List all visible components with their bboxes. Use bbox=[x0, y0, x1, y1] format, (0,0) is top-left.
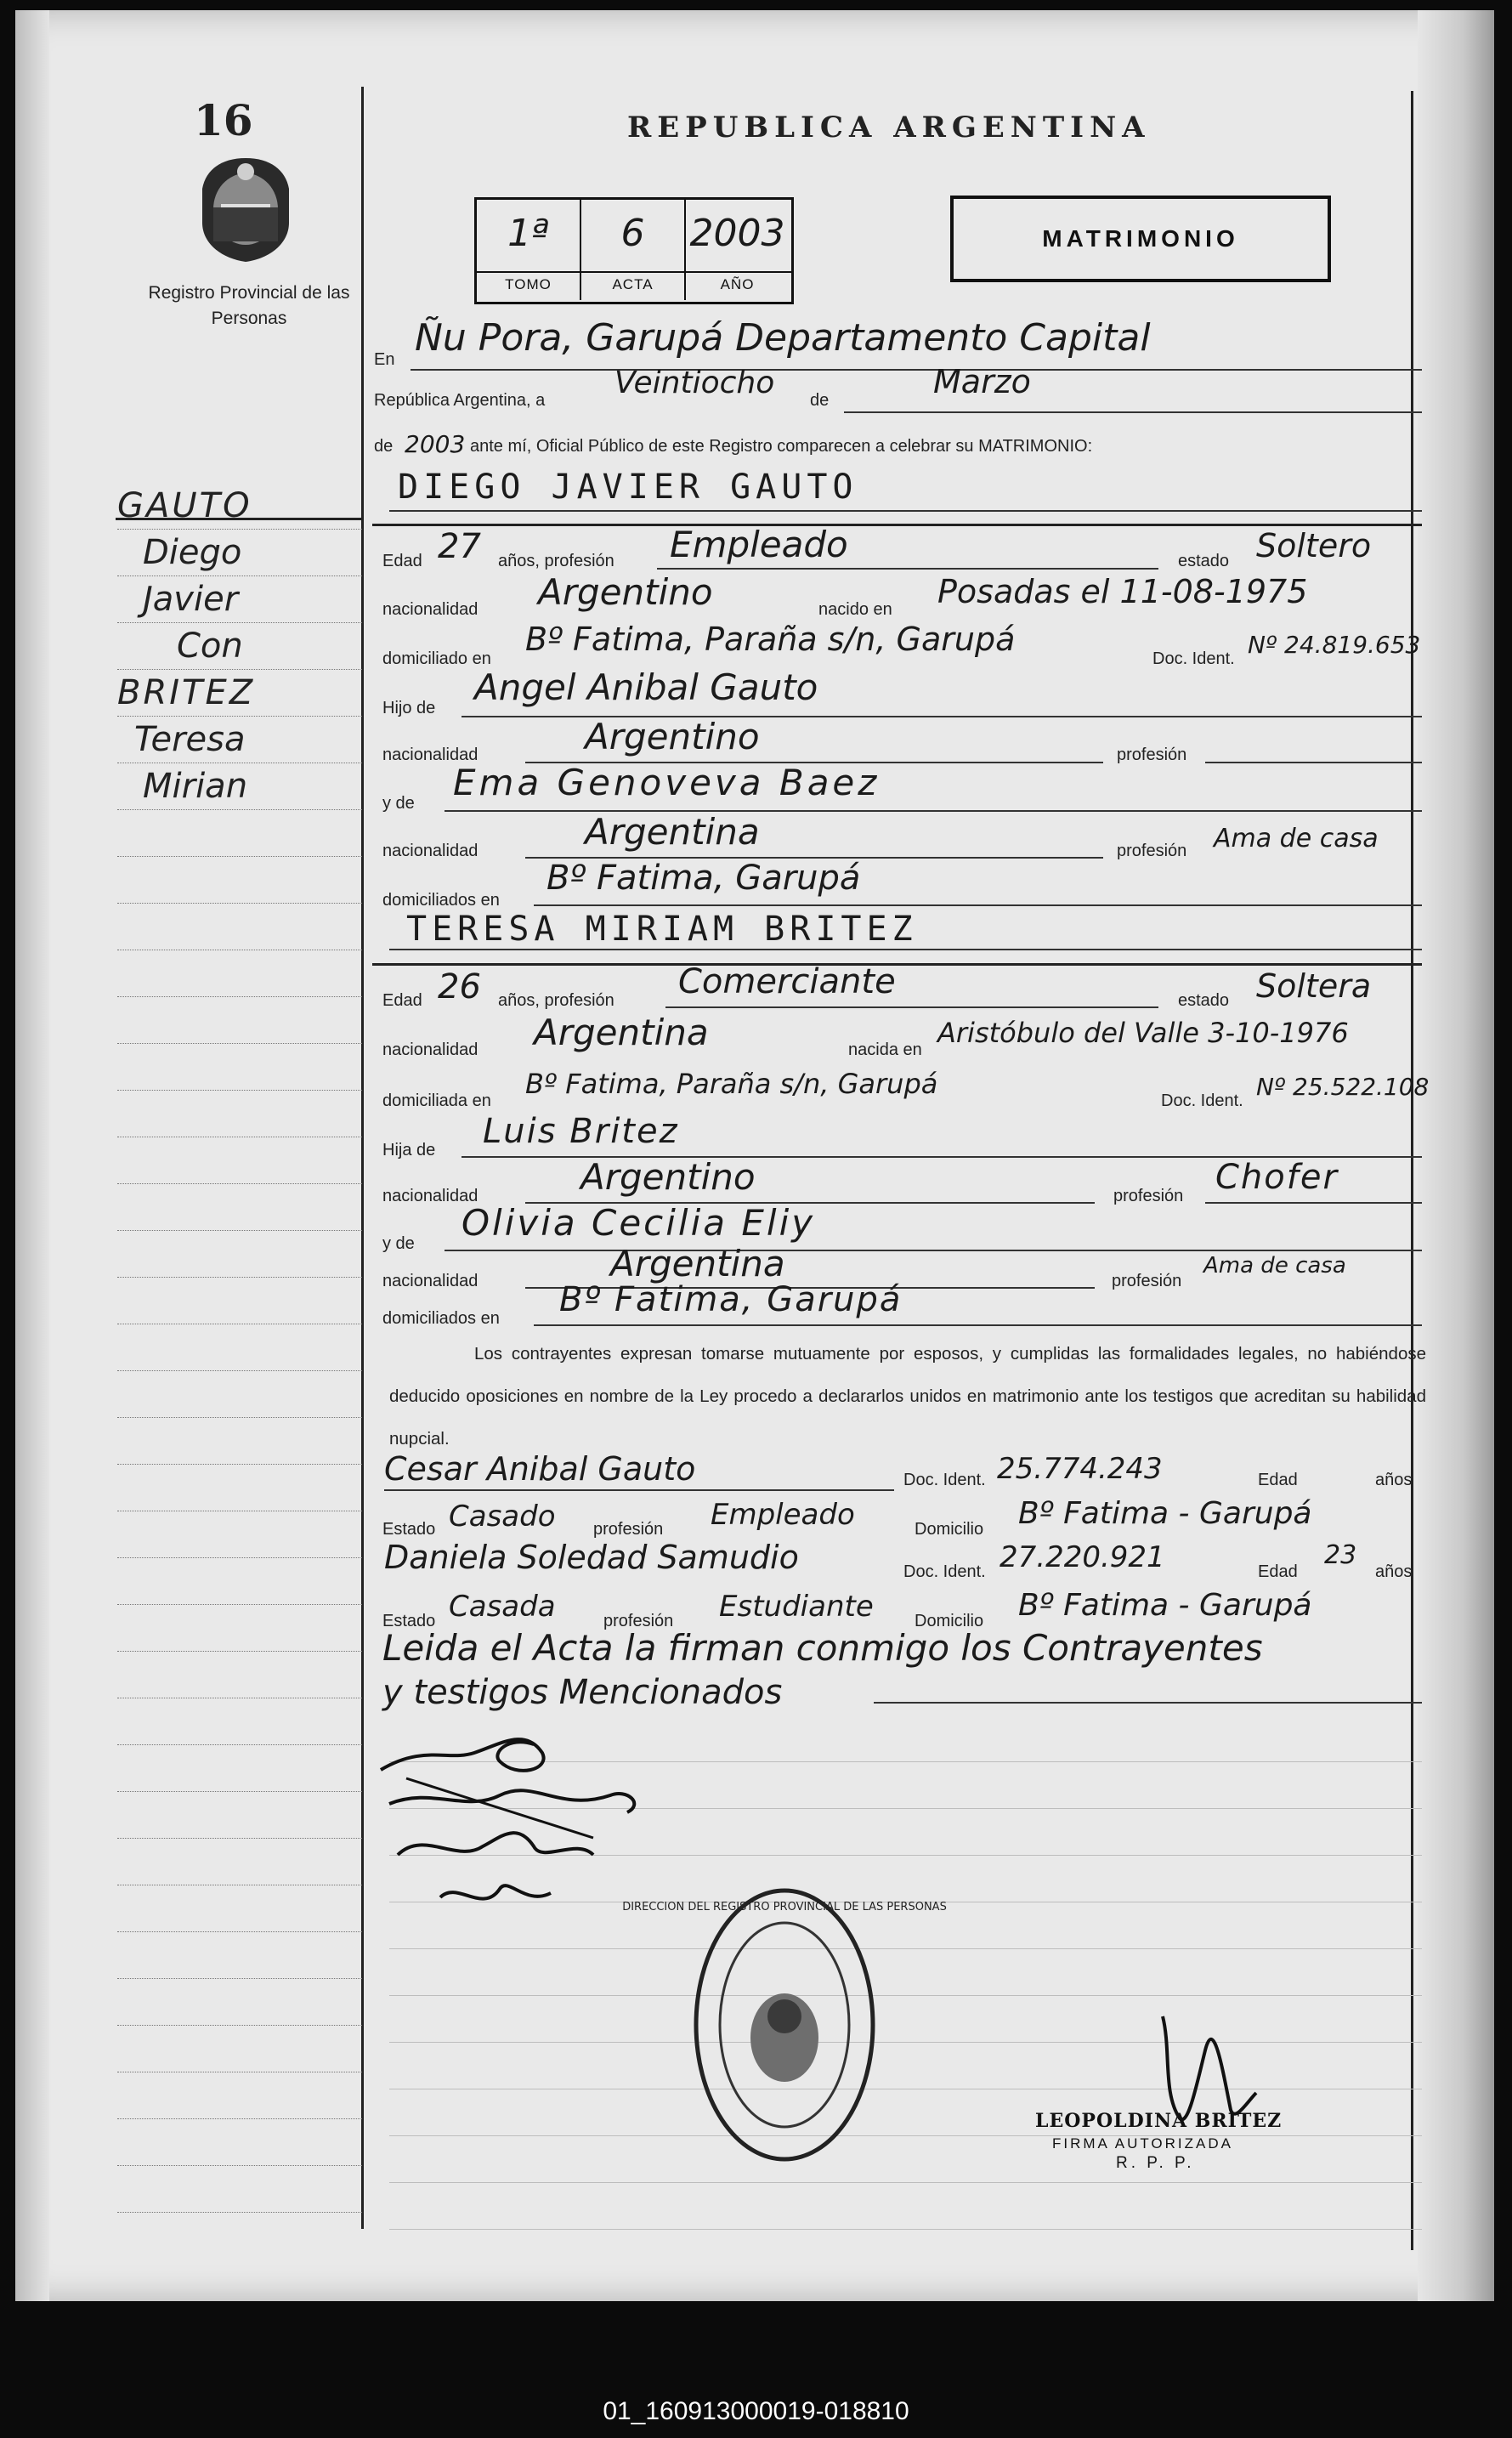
bride-doc: Nº 25.522.108 bbox=[1256, 1073, 1430, 1101]
witness1-estado: Casado bbox=[449, 1500, 556, 1534]
ruled-line bbox=[389, 2042, 1422, 2043]
register-box bbox=[474, 197, 794, 304]
signatures bbox=[372, 1727, 653, 1931]
ruled-line bbox=[389, 1995, 1422, 1996]
bride-father-nat: Argentino bbox=[580, 1156, 756, 1198]
official-signature bbox=[1137, 1999, 1265, 2127]
label: Edad bbox=[382, 552, 422, 570]
witness1-profession: Empleado bbox=[711, 1498, 855, 1532]
underline bbox=[389, 510, 1422, 512]
margin-row bbox=[117, 1651, 362, 1652]
registry-name: Registro Provincial de las Personas bbox=[148, 283, 350, 328]
underline bbox=[844, 411, 1422, 413]
witness2-doc: 27.220.921 bbox=[1000, 1540, 1165, 1574]
margin-row bbox=[117, 1277, 362, 1278]
groom-age: 27 bbox=[438, 527, 481, 566]
underline bbox=[1205, 762, 1422, 763]
page-number: 16 bbox=[194, 95, 253, 145]
bride-mother-prof: Ama de casa bbox=[1203, 1253, 1346, 1279]
label: Doc. Ident. bbox=[1161, 1091, 1243, 1110]
book-spine bbox=[15, 10, 49, 2301]
underline bbox=[534, 1324, 1422, 1326]
ano-value: 2003 bbox=[689, 212, 785, 255]
margin-row bbox=[117, 1604, 362, 1605]
label: domiciliados en bbox=[382, 891, 500, 910]
label: nacionalidad bbox=[382, 1040, 479, 1059]
witness2-name: Daniela Soledad Samudio bbox=[384, 1539, 799, 1576]
groom-nationality: Argentino bbox=[538, 571, 713, 613]
official-title: FIRMA AUTORIZADA bbox=[1052, 2135, 1233, 2152]
tomo-cell bbox=[477, 200, 581, 269]
margin-row bbox=[117, 1978, 362, 1979]
label: de bbox=[374, 437, 394, 456]
place-value: Ñu Pora, Garupá Departamento Capital bbox=[415, 316, 1151, 360]
closing-line-2: y testigos Mencionados bbox=[382, 1673, 783, 1712]
margin-row bbox=[117, 2212, 362, 2213]
witness2-domicile: Bº Fatima - Garupá bbox=[1018, 1588, 1312, 1623]
acta-label: ACTA bbox=[612, 276, 654, 292]
right-border bbox=[1411, 91, 1413, 2250]
label: Doc. Ident. bbox=[1152, 649, 1235, 668]
label: profesión bbox=[1117, 842, 1187, 860]
label: Hijo de bbox=[382, 699, 436, 717]
groom-domicile: Bº Fatima, Paraña s/n, Garupá bbox=[525, 621, 1016, 658]
label: nacido en bbox=[818, 600, 892, 619]
bride-domicile: Bº Fatima, Paraña s/n, Garupá bbox=[525, 1068, 938, 1100]
bride-mother-nat: Argentina bbox=[610, 1243, 785, 1284]
official-block bbox=[1035, 2110, 1282, 2173]
record-type: MATRIMONIO bbox=[950, 196, 1331, 282]
ano-label: AÑO bbox=[720, 276, 755, 292]
label: nacionalidad bbox=[382, 600, 479, 619]
margin-row bbox=[117, 622, 362, 623]
margin-row bbox=[117, 856, 362, 857]
tomo-label: TOMO bbox=[505, 276, 552, 292]
official-abbr: R. P. P. bbox=[1116, 2154, 1195, 2172]
underline bbox=[384, 1489, 894, 1491]
label: Estado bbox=[382, 1612, 436, 1630]
groom-father: Angel Anibal Gauto bbox=[474, 666, 818, 708]
margin-row bbox=[117, 1183, 362, 1184]
underline bbox=[534, 904, 1422, 906]
label: años, profesión bbox=[498, 552, 614, 570]
underline bbox=[1205, 1202, 1422, 1204]
label: años bbox=[1375, 1471, 1413, 1489]
official-stamp bbox=[622, 1885, 947, 2165]
acta-cell bbox=[581, 200, 686, 269]
bride-nationality: Argentina bbox=[534, 1012, 709, 1053]
groom-profession: Empleado bbox=[670, 524, 848, 565]
label: nacida en bbox=[848, 1040, 922, 1059]
margin-row bbox=[117, 2025, 362, 2026]
label: En bbox=[374, 350, 395, 369]
label: Edad bbox=[382, 991, 422, 1010]
margin-row bbox=[117, 1791, 362, 1792]
margin-row bbox=[117, 716, 362, 717]
underline bbox=[411, 369, 1422, 371]
margin-row bbox=[117, 996, 362, 997]
groom-father-nat: Argentino bbox=[585, 716, 760, 757]
label: domiciliada en bbox=[382, 1091, 491, 1110]
margin-row bbox=[117, 2118, 362, 2119]
label: y de bbox=[382, 794, 415, 813]
ruled-line bbox=[389, 2182, 1422, 2183]
margin-row bbox=[117, 1838, 362, 1839]
label: Doc. Ident. bbox=[903, 1471, 986, 1489]
label: Doc. Ident. bbox=[903, 1562, 986, 1581]
label: nacionalidad bbox=[382, 1272, 479, 1290]
margin-surname-groom: GAUTO bbox=[117, 486, 252, 525]
bride-age: 26 bbox=[438, 967, 481, 1006]
bride-father-prof: Chofer bbox=[1215, 1158, 1339, 1197]
coat-of-arms-icon bbox=[195, 155, 296, 264]
underline bbox=[389, 949, 1422, 950]
margin-row bbox=[117, 1557, 362, 1558]
margin-name: Javier bbox=[143, 580, 239, 619]
margin-row bbox=[117, 1931, 362, 1932]
underline bbox=[657, 568, 1158, 570]
groom-estado: Soltero bbox=[1256, 527, 1372, 564]
margin-row bbox=[117, 1090, 362, 1091]
label: nacionalidad bbox=[382, 842, 479, 860]
label: y de bbox=[382, 1234, 415, 1253]
ruled-line bbox=[389, 2229, 1422, 2230]
margin-divider bbox=[361, 87, 364, 2229]
margin-name: Con bbox=[177, 627, 243, 666]
margin-row bbox=[117, 1043, 362, 1044]
label: estado bbox=[1178, 991, 1230, 1010]
bride-estado: Soltera bbox=[1256, 967, 1372, 1005]
witness2-profession: Estudiante bbox=[719, 1590, 874, 1624]
groom-mother: Ema Genoveva Baez bbox=[453, 762, 881, 803]
witness1-name: Cesar Anibal Gauto bbox=[384, 1450, 696, 1488]
groom-mother-prof: Ama de casa bbox=[1214, 824, 1379, 853]
label: estado bbox=[1178, 552, 1230, 570]
register-page bbox=[15, 10, 1494, 2301]
margin-row bbox=[117, 529, 362, 530]
month-value: Marzo bbox=[933, 363, 1031, 400]
label: Estado bbox=[382, 1520, 436, 1539]
acta-value: 6 bbox=[620, 212, 645, 255]
groom-name: DIEGO JAVIER GAUTO bbox=[398, 468, 858, 507]
groom-mother-nat: Argentina bbox=[585, 811, 760, 853]
bride-father: Luis Britez bbox=[483, 1112, 679, 1151]
label: nacionalidad bbox=[382, 746, 479, 764]
margin-name: Diego bbox=[143, 533, 242, 572]
margin-row bbox=[117, 1230, 362, 1231]
page-edge bbox=[1418, 10, 1494, 2301]
underline bbox=[665, 1006, 1158, 1008]
margin-row bbox=[117, 575, 362, 576]
stamp-text: DIRECCION DEL REGISTRO PROVINCIAL DE LAS PERSONAS bbox=[622, 1901, 947, 1914]
witness2-estado: Casada bbox=[449, 1590, 556, 1624]
label: años bbox=[1375, 1562, 1413, 1581]
margin-name: Teresa bbox=[134, 720, 246, 759]
label: República Argentina, a bbox=[374, 391, 546, 410]
bride-name: TERESA MIRIAM BRITEZ bbox=[406, 910, 918, 949]
label: domiciliado en bbox=[382, 649, 491, 668]
groom-birth: Posadas el 11-08-1975 bbox=[937, 573, 1308, 610]
label: nacionalidad bbox=[382, 1187, 479, 1205]
witness1-doc: 25.774.243 bbox=[997, 1452, 1163, 1486]
margin-name: Mirian bbox=[143, 767, 248, 806]
register-headers bbox=[477, 271, 791, 302]
bride-parents-dom: Bº Fatima, Garupá bbox=[559, 1280, 903, 1319]
margin-row bbox=[117, 1370, 362, 1371]
intro-statement: ante mí, Oficial Público de este Registro comparecen a celebrar su MATRIMONIO: bbox=[470, 437, 1093, 456]
country-title: REPUBLICA ARGENTINA bbox=[627, 111, 1151, 145]
margin-row bbox=[117, 903, 362, 904]
closing-line-1: Leida el Acta la firman conmigo los Contrayentes bbox=[382, 1627, 1263, 1669]
label: profesión bbox=[593, 1520, 664, 1539]
margin-row bbox=[117, 669, 362, 670]
label: de bbox=[810, 391, 830, 410]
section-rule bbox=[372, 963, 1422, 966]
label: profesión bbox=[1117, 746, 1187, 764]
groom-parents-dom: Bº Fatima, Garupá bbox=[546, 859, 861, 898]
margin-surname-bride: BRITEZ bbox=[117, 673, 256, 712]
ruled-line bbox=[389, 1948, 1422, 1949]
bride-mother: Olivia Cecilia Eliy bbox=[462, 1202, 816, 1244]
bride-profession: Comerciante bbox=[678, 962, 896, 1001]
bride-birth: Aristóbulo del Valle 3-10-1976 bbox=[937, 1017, 1349, 1049]
margin-row bbox=[117, 1744, 362, 1745]
year-value: 2003 bbox=[405, 430, 466, 458]
section-rule bbox=[372, 524, 1422, 526]
margin-row bbox=[117, 1417, 362, 1418]
underline bbox=[874, 1702, 1422, 1704]
tomo-value: 1ª bbox=[507, 212, 549, 255]
groom-doc: Nº 24.819.653 bbox=[1248, 631, 1421, 659]
image-id-footer: 01_160913000019-018810 bbox=[603, 2397, 909, 2425]
label: Domicilio bbox=[915, 1520, 984, 1539]
label: profesión bbox=[603, 1612, 674, 1630]
declaration-text: Los contrayentes expresan tomarse mutuamente por esposos, y cumplidas las formalidades legales, no habiéndose deducido oposiciones en nombre de la Ley procedo a declararlos unidos en matrimonio ante los testigos que acreditan su habilidad nupcial. bbox=[389, 1344, 1426, 1449]
label: Edad bbox=[1258, 1562, 1298, 1581]
label: Hija de bbox=[382, 1141, 436, 1159]
margin-row bbox=[117, 809, 362, 810]
margin-row bbox=[117, 1464, 362, 1465]
label: profesión bbox=[1113, 1187, 1184, 1205]
day-value: Veintiocho bbox=[614, 366, 775, 400]
label: Edad bbox=[1258, 1471, 1298, 1489]
label: profesión bbox=[1112, 1272, 1182, 1290]
witness2-age: 23 bbox=[1324, 1540, 1357, 1570]
official-name: LEOPOLDINA BRITEZ bbox=[1035, 2110, 1283, 2132]
label: Domicilio bbox=[915, 1612, 984, 1630]
witness1-domicile: Bº Fatima - Garupá bbox=[1018, 1496, 1312, 1531]
label: años, profesión bbox=[498, 991, 614, 1010]
ano-cell bbox=[686, 200, 789, 269]
underline bbox=[445, 1250, 1422, 1251]
label: domiciliados en bbox=[382, 1309, 500, 1328]
margin-row bbox=[117, 2165, 362, 2166]
